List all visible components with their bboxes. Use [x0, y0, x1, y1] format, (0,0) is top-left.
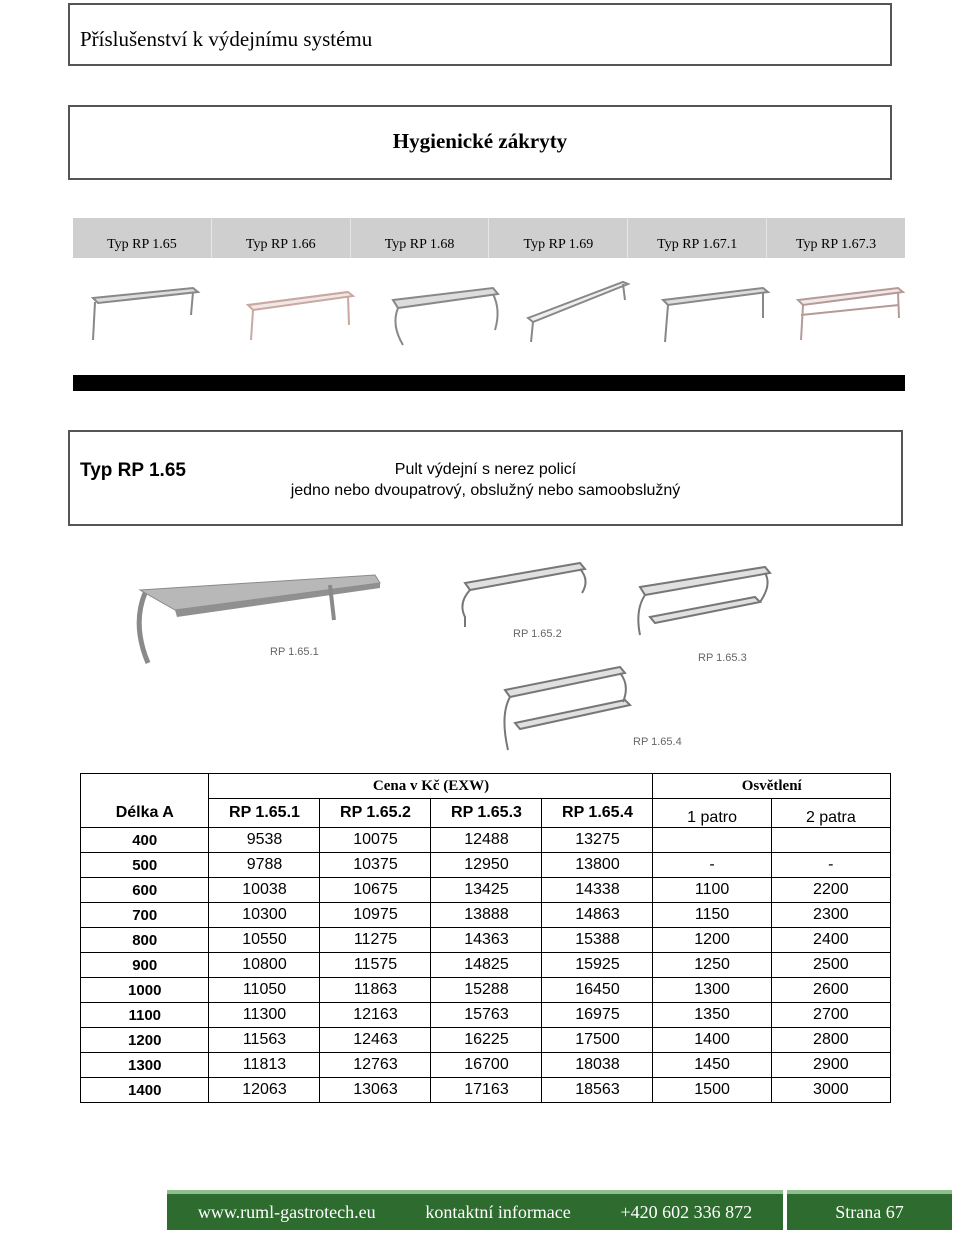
price-cell: 12950	[431, 853, 542, 878]
table-row	[81, 853, 891, 878]
table-row	[81, 1078, 891, 1103]
lighting-cell: 1350	[653, 1003, 771, 1028]
lighting-cell: 1250	[653, 953, 771, 978]
price-cell: 18563	[542, 1078, 653, 1103]
price-cell: 15925	[542, 953, 653, 978]
price-cell: 13425	[431, 878, 542, 903]
divider-bar	[73, 375, 905, 391]
length-cell: 600	[81, 878, 209, 903]
type-drawing-rp169	[528, 282, 628, 342]
photo-rp-1-65-2	[462, 563, 585, 640]
price-cell: 12763	[320, 1053, 431, 1078]
lighting-cell: 1500	[653, 1078, 771, 1103]
price-cell: 18038	[542, 1053, 653, 1078]
table-row	[81, 953, 891, 978]
lighting-cell: -	[771, 853, 890, 878]
price-cell: 11813	[209, 1053, 320, 1078]
price-cell: 11275	[320, 928, 431, 953]
price-cell: 16450	[542, 978, 653, 1003]
photo-label: RP 1.65.3	[698, 652, 747, 664]
footer-contact	[167, 1190, 783, 1230]
lighting-cell: 2400	[771, 928, 890, 953]
product-code: Typ RP 1.65	[80, 460, 186, 481]
price-cell: 13275	[542, 828, 653, 853]
price-cell: 14863	[542, 903, 653, 928]
price-cell: 9538	[209, 828, 320, 853]
length-cell: 1400	[81, 1078, 209, 1103]
photo-rp-1-65-1	[139, 575, 380, 663]
type-drawing-rp1671	[663, 288, 768, 342]
price-cell: 11300	[209, 1003, 320, 1028]
price-cell: 11863	[320, 978, 431, 1003]
type-drawing-rp1673	[798, 288, 903, 340]
price-cell: 11050	[209, 978, 320, 1003]
price-table	[80, 773, 891, 1103]
type-drawing-rp168	[393, 288, 498, 345]
length-cell: 900	[81, 953, 209, 978]
type-label: Typ RP 1.68	[351, 218, 490, 258]
length-cell: 1200	[81, 1028, 209, 1053]
photo-label: RP 1.65.4	[633, 736, 682, 748]
price-cell: 13888	[431, 903, 542, 928]
price-cell: 14338	[542, 878, 653, 903]
lighting-header: Osvětlení	[653, 774, 891, 799]
price-cell: 10800	[209, 953, 320, 978]
lighting-cell: 2500	[771, 953, 890, 978]
product-box	[68, 430, 903, 526]
price-cell: 10675	[320, 878, 431, 903]
price-cell: 15388	[542, 928, 653, 953]
model-header: RP 1.65.4	[542, 799, 653, 828]
price-cell: 10038	[209, 878, 320, 903]
length-cell: 400	[81, 828, 209, 853]
price-cell: 15288	[431, 978, 542, 1003]
price-cell: 13063	[320, 1078, 431, 1103]
type-drawings	[73, 270, 905, 355]
footer-contact-label: kontaktní informace	[425, 1201, 571, 1222]
type-bar	[73, 218, 905, 258]
section-title-box	[68, 105, 892, 180]
lighting-subheader: 2 patra	[771, 799, 890, 828]
price-cell: 10375	[320, 853, 431, 878]
length-cell: 1100	[81, 1003, 209, 1028]
lighting-cell: 1150	[653, 903, 771, 928]
lighting-cell: 2200	[771, 878, 890, 903]
lighting-cell: 1100	[653, 878, 771, 903]
price-header: Cena v Kč (EXW)	[209, 774, 653, 799]
lighting-cell: 1200	[653, 928, 771, 953]
section-title: Hygienické zákryty	[392, 129, 568, 153]
price-cell: 10975	[320, 903, 431, 928]
price-cell: 16975	[542, 1003, 653, 1028]
lighting-cell: 1450	[653, 1053, 771, 1078]
page-header-title: Příslušenství k výdejnímu systému	[80, 27, 373, 51]
price-cell: 14825	[431, 953, 542, 978]
lighting-cell: 2300	[771, 903, 890, 928]
price-cell: 11575	[320, 953, 431, 978]
price-cell: 10075	[320, 828, 431, 853]
table-row	[81, 1003, 891, 1028]
model-header: RP 1.65.2	[320, 799, 431, 828]
price-cell: 10550	[209, 928, 320, 953]
lighting-cell: 3000	[771, 1078, 890, 1103]
price-cell: 11563	[209, 1028, 320, 1053]
length-cell: 500	[81, 853, 209, 878]
type-label: Typ RP 1.69	[489, 218, 628, 258]
table-row	[81, 978, 891, 1003]
model-header: RP 1.65.3	[431, 799, 542, 828]
price-cell: 12163	[320, 1003, 431, 1028]
type-drawing-rp165	[93, 288, 198, 340]
lighting-cell: 2900	[771, 1053, 890, 1078]
price-rows	[81, 828, 891, 1103]
footer	[167, 1190, 952, 1230]
price-cell: 17163	[431, 1078, 542, 1103]
photo-label: RP 1.65.1	[270, 646, 319, 658]
length-cell: 700	[81, 903, 209, 928]
lighting-cell: 2800	[771, 1028, 890, 1053]
length-cell: 1300	[81, 1053, 209, 1078]
lighting-cell	[653, 828, 771, 853]
lighting-cell: -	[653, 853, 771, 878]
table-row	[81, 903, 891, 928]
type-label: Typ RP 1.65	[73, 218, 212, 258]
photo-rp-1-65-3	[638, 567, 770, 664]
table-row	[81, 928, 891, 953]
product-name: Pult výdejní s nerez policí	[394, 461, 577, 478]
price-cell: 14363	[431, 928, 542, 953]
price-cell: 17500	[542, 1028, 653, 1053]
table-row	[81, 878, 891, 903]
price-cell: 15763	[431, 1003, 542, 1028]
table-row	[81, 828, 891, 853]
table-row	[81, 1028, 891, 1053]
model-header: RP 1.65.1	[209, 799, 320, 828]
type-label: Typ RP 1.67.1	[628, 218, 767, 258]
price-cell: 12063	[209, 1078, 320, 1103]
length-cell: 800	[81, 928, 209, 953]
photo-label: RP 1.65.2	[513, 628, 562, 640]
price-cell: 9788	[209, 853, 320, 878]
lighting-cell: 1400	[653, 1028, 771, 1053]
price-cell: 10300	[209, 903, 320, 928]
footer-page-number: Strana 67	[787, 1190, 952, 1230]
price-cell: 16225	[431, 1028, 542, 1053]
price-cell: 12463	[320, 1028, 431, 1053]
length-header: Délka A	[81, 799, 209, 828]
lighting-cell	[771, 828, 890, 853]
price-cell: 13800	[542, 853, 653, 878]
product-description: jedno nebo dvoupatrový, obslužný nebo samoobslužný	[290, 482, 681, 499]
price-cell: 12488	[431, 828, 542, 853]
length-cell: 1000	[81, 978, 209, 1003]
footer-phone: +420 602 336 872	[620, 1201, 753, 1222]
type-label: Typ RP 1.67.3	[795, 237, 877, 252]
lighting-cell: 2600	[771, 978, 890, 1003]
photo-rp-1-65-4	[504, 667, 681, 750]
lighting-cell: 2700	[771, 1003, 890, 1028]
table-row	[81, 1053, 891, 1078]
footer-website-link[interactable]: www.ruml-gastrotech.eu	[197, 1201, 376, 1222]
header-box	[68, 3, 892, 66]
lighting-cell: 1300	[653, 978, 771, 1003]
lighting-subheader: 1 patro	[653, 799, 771, 828]
product-photos	[120, 555, 780, 755]
type-drawing-rp166	[248, 292, 353, 340]
type-label: Typ RP 1.66	[212, 218, 351, 258]
price-cell: 16700	[431, 1053, 542, 1078]
